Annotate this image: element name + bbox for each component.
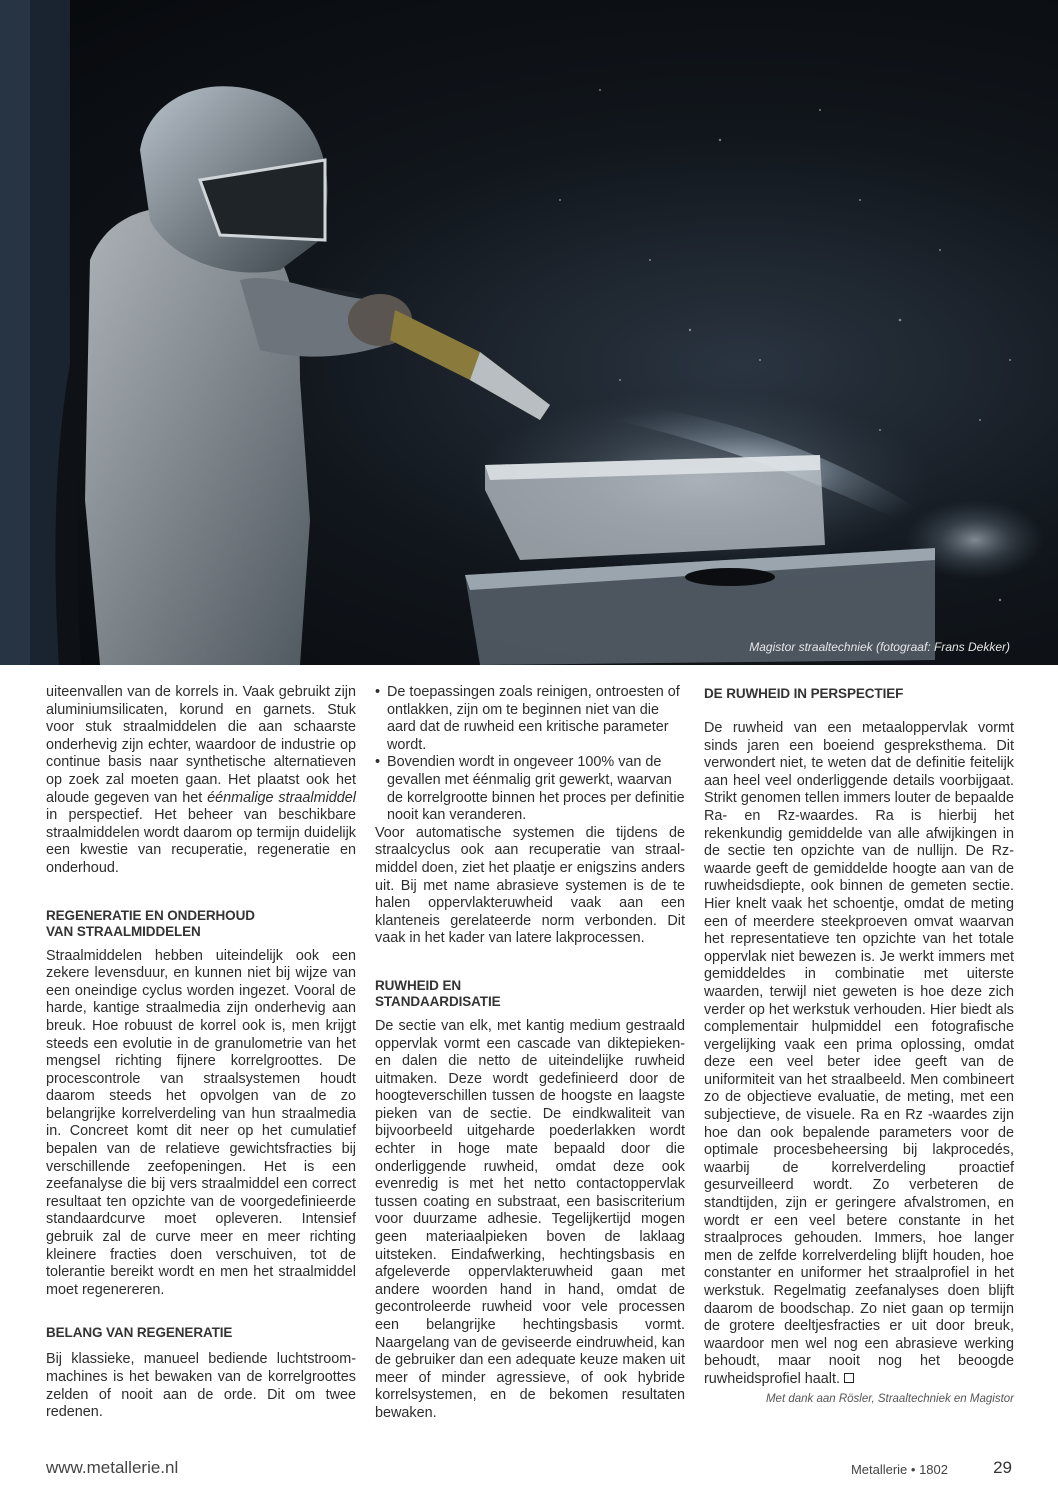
text-column-1 <box>46 684 356 1422</box>
heading-line: RUWHEID EN <box>375 977 461 993</box>
paragraph <box>704 720 1014 1389</box>
list-item <box>375 754 685 824</box>
hero-photo <box>0 0 1058 665</box>
bullet-list <box>375 684 685 825</box>
heading-line: VAN STRAALMIDDELEN <box>46 923 201 939</box>
paragraph-text: De ruwheid van een metaaloppervlak vormt sinds jaren een boeiend gespreksthema. Dit verwondert niet, te weten dat de definitie feitelijk aan heel veel onderliggende details voorbijgaat. Strikt genomen tellen immers louter de bepaalde Ra- en Rz-waardes. Ra is hierbij het rekenkundig gemiddelde van alle afwijkingen in de sectie ten opzichte van de nullijn. De Rz-waarde geeft de gemiddelde hoogte aan van de ruwheidsdiepte, ook binnen de gemeten sectie. Hier knelt vaak het schoentje, omdat de meting een of meerdere steekproeven omvat waarvan het representatieve ten opzichte van het totale oppervlak niet bewezen is. Je werkt immers met gemiddeldes in combinatie met uiterste waarden, terwijl niet geweten is hoe deze zich verder op het werkstuk verhouden. Hier biedt als complementair hulpmiddel een fotografische vergelijking vaak een prima oplossing, omdat deze een veel beter idee geeft van de uniformiteit van het straalbeeld. Men combineert zo de objectieve evaluatie, de meting, met een subjectieve, de visuele. Ra en Rz -waardes zijn hoe dan ook bepalende parameters voor de optimale procesbeheersing bij lakprocedés, waarbij de korrelverdeling proactief gesurveilleerd wordt. Zo verbeteren de standtijden, zijn er geringere afvalstromen, en wordt er een veel betere constante in het straalproces gehouden. Immers, hoe langer men de zelfde korrelverdeling blijft houden, hoe constanter en uniformer het straalprofiel in het werkstuk. Regelmatig zeefanalyses doen blijft daarom de boodschap. Zo niet gaan op termijn de grotere deeltjesfracties er uit door breuk, waardoor men wel nog een abrasieve werking behoudt, maar nooit nog het beoogde ruwheidsprofiel haalt. <box>704 720 1014 1387</box>
paragraph: Bij klassieke, manueel bediende luchtstroommachines is het bewaken van de korrelgroottes zelden of nooit aan de orde. Dit om twee redenen. <box>46 1351 356 1421</box>
list-item <box>375 684 685 754</box>
text-column-2 <box>375 684 685 1423</box>
section-heading-ruwheid <box>375 978 685 1010</box>
footer-url-link[interactable]: www.metallerie.nl <box>46 1458 179 1477</box>
footer-magazine-issue: Metallerie • 1802 <box>850 1462 948 1477</box>
blasting-operator-illustration <box>0 0 1058 665</box>
end-of-article-icon <box>844 1373 854 1383</box>
paragraph: Voor automatische systemen die tijdens de straalcyclus ook aan recuperatie van straalmiddel doen, ziet het plaatje er enigszins anders uit. Bij met name abrasieve systemen is de te halen oppervlakteruwheid vaak aan een klanteneis gerelateerde norm verbonden. Dit vaak in het kader van latere lakprocessen. <box>375 824 685 947</box>
emphasis-text: éénmalige straalmiddel <box>207 789 356 806</box>
text-column-3 <box>704 684 1014 1408</box>
paragraph-text: uiteenvallen van de korrels in. Vaak gebruikt zijn aluminiumsilicaten, korund en garnets. Stuk voor stuk straalmiddelen die aan schaarste onderhevig zijn echter, waardoor de industrie op continue basis naar synthetische alternatieven op zoek zal moeten gaan. Het plaatst ook het aloude gegeven van het <box>46 684 356 806</box>
photo-caption: Magistor straaltechniek (fotograaf: Frans Dekker) <box>749 640 1010 654</box>
page-number: 29 <box>993 1458 1012 1477</box>
bullet-icon: • <box>375 684 381 700</box>
heading-line: STANDAARDISATIE <box>375 993 501 1009</box>
paragraph-text: in perspectief. Het beheer van beschikbare straalmiddelen wordt daarom op termijn duidelijk een kwestie van recuperatie, regeneratie en onderhoud. <box>46 807 356 876</box>
paragraph: Straalmiddelen hebben uiteindelijk ook een zekere levensduur, en kunnen niet bij wijze van een oneindige cyclus worden ingezet. Vooral de harde, kantige straalmedia zijn onderhevig aan breuk. Hoe robuust de korrel ook is, men krijgt steeds een evolutie in de granulometrie van het mengsel richting fijnere korrelgroottes. De procescontrole van straalsystemen houdt daarom steeds het opvolgen van de zo belangrijke korrelverdeling van hun straalmedia in. Concreet komt dit neer op het cumulatief bepalen van de relatieve gewichtsfracties bij verschillende zeefopeningen. Het is een zeefanalyse die bij vers straalmiddel een correct resultaat ten opzichte van de voorgedefinieerde standaardcurve moet opleveren. Intensief gebruik zal de curve meer en meer richting kleinere fracties doen verschuiven, tot de tolerantie bereikt wordt en men het straalmiddel moet regenereren. <box>46 947 356 1298</box>
section-heading-perspectief: DE RUWHEID IN PERSPECTIEF <box>704 686 904 701</box>
paragraph: De sectie van elk, met kantig medium gestraald oppervlak vormt een cascade van diktepieken- en dalen die netto de uiteindelijke ruwheid uitmaken. Deze wordt gedefinieerd door de hoogteverschillen tussen de hoogste en laagste pieken van de sectie. De eindkwaliteit van bijvoorbeeld uitgeharde poederlakken wordt echter in hoge mate bepaald door die onderliggende ruwheid, omdat deze ook evenredig is met het netto contactoppervlak tussen coating en substraat, een basiscriterium voor duurzame adhesie. Tegelijkertijd mogen geen materiaalpieken boven de laklaag uitsteken. Eindafwerking, hechtingsbasis en afgeleverde oppervlakteruwheid gaan met andere woorden hand in hand, omdat de gecontroleerde ruwheid voor vele processen een belangrijke hechtingsbasis vormt. Naargelang van de geviseerde eindruwheid, kan de gebruiker dan een adequate keuze maken uit meer of minder agressieve, of ook hybride korrelsystemen, en de bekomen resultaten bewaken. <box>375 1017 685 1421</box>
list-item-text: De toepassingen zoals reinigen, ontroesten of ontlakken, zijn om te beginnen niet van die aard dat de ruwheid een kritische parameter wordt. <box>387 684 680 753</box>
paragraph <box>46 684 356 878</box>
heading-line: REGENERATIE EN ONDERHOUD <box>46 907 255 923</box>
list-item-text: Bovendien wordt in ongeveer 100% van de gevallen met éénmalig grit gewerkt, waarvan de korrelgrootte binnen het proces per definitie nooit kan veranderen. <box>387 754 685 824</box>
section-heading-regeneratie <box>46 908 356 940</box>
bullet-icon: • <box>375 754 381 771</box>
section-heading-belang: BELANG VAN REGENERATIE <box>46 1325 233 1341</box>
acknowledgement: Met dank aan Rösler, Straaltechniek en Magistor <box>765 1392 1014 1405</box>
